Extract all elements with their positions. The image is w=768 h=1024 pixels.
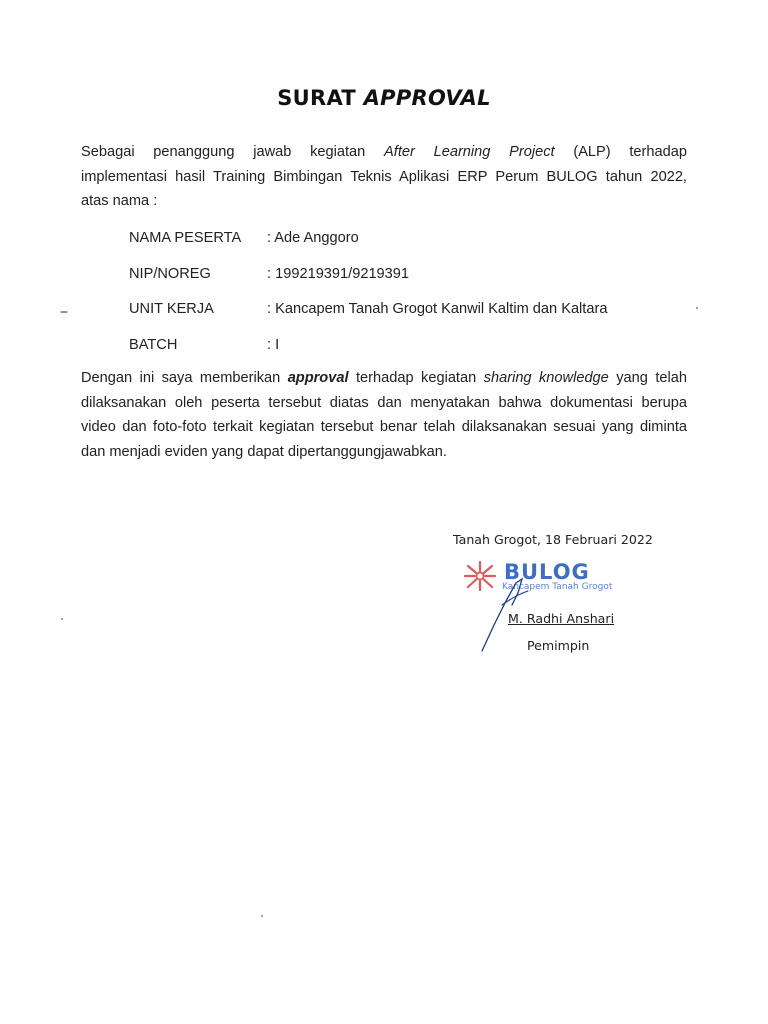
field-value: : Kancapem Tanah Grogot Kanwil Kaltim dan Kaltara [267,301,608,317]
field-label: NIP/NOREG [129,265,211,282]
intro-paragraph [81,140,687,214]
place-date: Tanah Grogot, 18 Februari 2022 [453,532,653,547]
intro-italic-term: After Learning Project [384,144,555,160]
intro-line-1 [81,140,687,165]
body-text: yang telah [608,370,688,386]
body-line-2: dilaksanakan oleh peserta tersebut diatas dan menyatakan bahwa dokumentasi berupa [81,394,687,411]
field-label: NAMA PESERTA [129,230,242,246]
body-line-4: dan menjadi eviden yang dapat dipertanggungjawabkan. [81,443,447,460]
body-text: terhadap kegiatan [348,370,484,386]
document-title [0,86,768,110]
body-text: Dengan ini saya memberikan [81,370,288,386]
signer-role: Pemimpin [527,638,590,653]
stamp-brand: BULOG [504,560,590,584]
body-line-3: video dan foto-foto terkait kegiatan tersebut benar telah dilaksanakan sesuai yang diminta [81,419,687,435]
field-label: BATCH [129,336,178,353]
intro-text: (ALP) terhadap [554,144,687,160]
intro-line-3: atas nama : [81,193,158,209]
field-value: : I [267,336,280,353]
scan-speck [261,915,263,917]
approval-paragraph [81,366,687,464]
field-label: UNIT KERJA [129,301,214,317]
scan-speck [61,618,63,620]
title-italic: APPROVAL [363,86,491,110]
scan-speck [696,307,698,309]
stamp-subtitle: Kancapem Tanah Grogot [502,582,613,592]
body-italic-term: sharing knowledge [483,370,609,386]
field-value: : Ade Anggoro [267,230,359,246]
body-line-1 [81,366,687,391]
field-value: : 199219391/9219391 [267,265,410,282]
title-plain: SURAT [277,86,356,110]
scan-speck [60,311,68,313]
intro-line-2: implementasi hasil Training Bimbingan Teknis Aplikasi ERP Perum BULOG tahun 2022, [81,168,687,185]
body-bold-term: approval [287,370,349,386]
intro-text: Sebagai penanggung jawab kegiatan [81,144,385,160]
signer-name: M. Radhi Anshari [508,611,615,626]
